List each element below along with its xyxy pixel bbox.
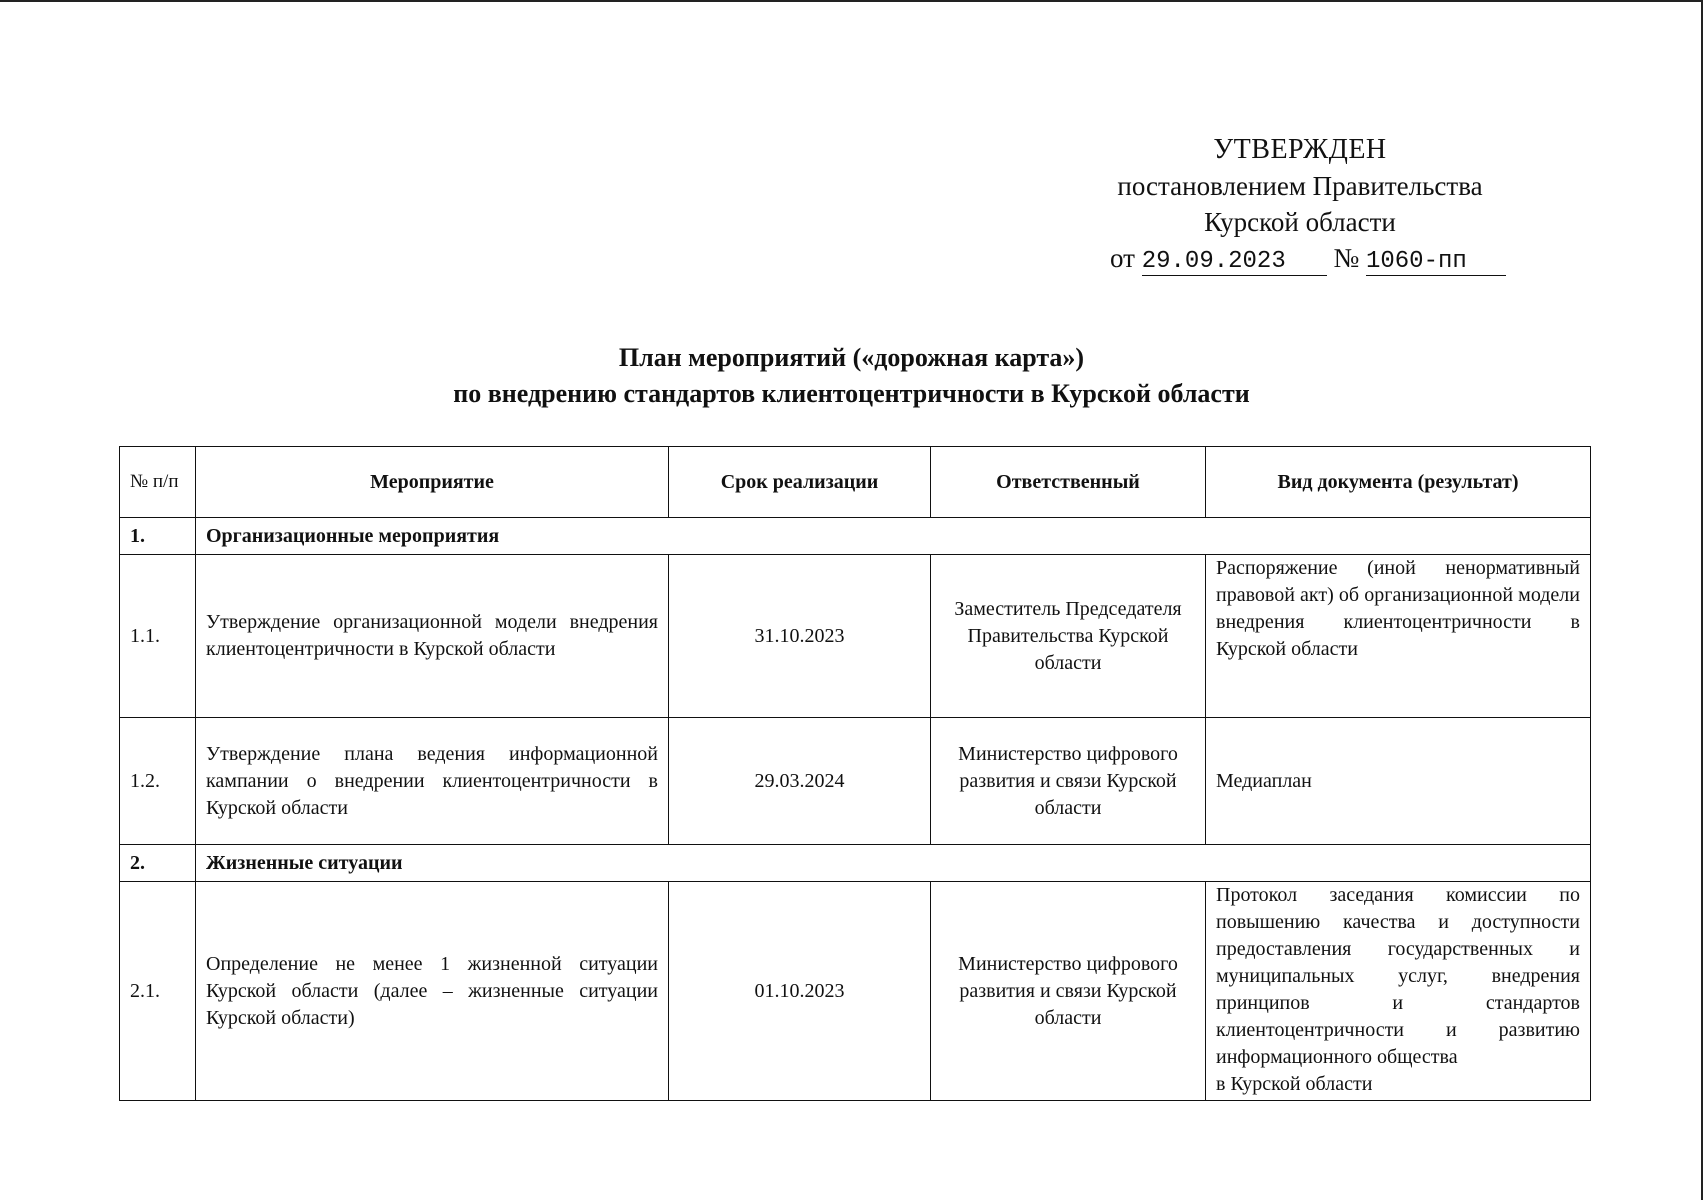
date-prefix: от: [1110, 243, 1135, 273]
row-deadline: 31.10.2023: [669, 555, 931, 718]
page-edge-top: [0, 0, 1703, 2]
row-deadline: 01.10.2023: [669, 882, 931, 1101]
approval-stamp: [1110, 132, 1490, 276]
header-num: № п/п: [120, 447, 196, 518]
title-line-1: План мероприятий («дорожная карта»): [618, 343, 1085, 372]
row-document-tail: в Курской области: [1216, 1073, 1373, 1095]
approval-number: 1060-пп: [1366, 249, 1506, 276]
section-title: Организационные мероприятия: [196, 518, 1591, 555]
row-deadline: 29.03.2024: [669, 718, 931, 845]
row-document: Медиаплан: [1206, 718, 1591, 845]
row-document: [1206, 882, 1591, 1101]
section-num: 1.: [120, 518, 196, 555]
row-event: Утверждение организационной модели внедрения клиентоцентричности в Курской области: [196, 555, 669, 718]
document-title: [0, 340, 1703, 412]
approved-region-line: Курской области: [1204, 207, 1396, 237]
header-deadline: Срок реализации: [669, 447, 931, 518]
section-num: 2.: [120, 845, 196, 882]
row-document: Распоряжение (иной ненормативный правовой акт) об организационной модели внедрения клиентоцентричности в Курской области: [1206, 555, 1591, 718]
number-sign: №: [1333, 243, 1360, 273]
row-num: 2.1.: [120, 882, 196, 1101]
table-row: [120, 555, 1591, 718]
row-num: 1.1.: [120, 555, 196, 718]
header-event: Мероприятие: [196, 447, 669, 518]
header-document: Вид документа (результат): [1206, 447, 1591, 518]
row-document-text: Протокол заседания комиссии по повышению качества и доступности предоставления государственных и муниципальных услуг, внедрения принципов и стандартов клиентоцентричности и развитию информационного общества: [1216, 884, 1580, 1068]
header-responsible: Ответственный: [931, 447, 1206, 518]
section-row: [120, 518, 1591, 555]
section-title: Жизненные ситуации: [196, 845, 1591, 882]
approval-date: 29.09.2023: [1142, 249, 1327, 276]
table-row: [120, 882, 1591, 1101]
approved-heading: УТВЕРЖДЕН: [1213, 134, 1387, 165]
table-row: [120, 718, 1591, 845]
title-line-2: по внедрению стандартов клиентоцентричности в Курской области: [453, 379, 1250, 408]
row-event: Определение не менее 1 жизненной ситуации Курской области (далее – жизненные ситуации Курской области): [196, 882, 669, 1101]
approval-date-line: [1110, 240, 1490, 276]
row-responsible: Министерство цифрового развития и связи Курской области: [931, 718, 1206, 845]
row-responsible: Министерство цифрового развития и связи Курской области: [931, 882, 1206, 1101]
table-header-row: [120, 447, 1591, 518]
row-event: Утверждение плана ведения информационной кампании о внедрении клиентоцентричности в Курской области: [196, 718, 669, 845]
approved-by-line: постановлением Правительства: [1117, 171, 1483, 201]
section-row: [120, 845, 1591, 882]
row-responsible: Заместитель Председателя Правительства Курской области: [931, 555, 1206, 718]
row-num: 1.2.: [120, 718, 196, 845]
roadmap-table: [119, 446, 1591, 1101]
